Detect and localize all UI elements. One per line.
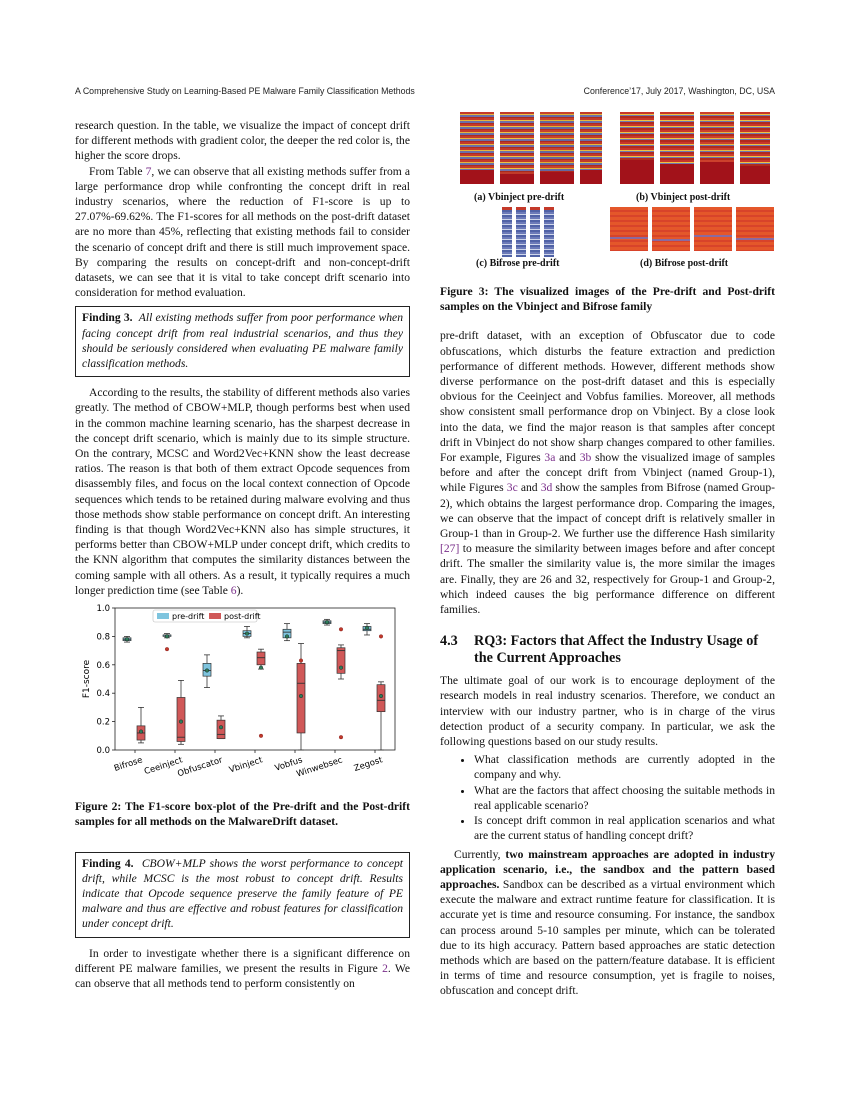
finding-label: Finding 4.: [82, 856, 134, 870]
x-tick-label: Vobfus: [273, 755, 304, 774]
text: pre-drift dataset, with an exception of Obfuscator due to code obfuscations, which disturbs the feature extraction and prediction performance of different methods. However, different methods show diverse performance on the post-drift dataset and this is especially obvious for the Ceeinject and Vobfus families. Moreover, all methods show consistent small performance drop on Vbinject. By a close look into the data, we find the major reason is that samples after concept drift in Vbinject do not show sharp changes compared to other families. For example, Figures: [440, 329, 775, 465]
box-post-drift: [217, 720, 225, 738]
figure-ref-link[interactable]: 3d: [540, 481, 553, 495]
mean-marker: [259, 666, 263, 670]
vbinject-pre-image: [460, 112, 494, 184]
table-ref-link[interactable]: 6: [230, 583, 237, 597]
subfigure-d-label: (d) Bifrose post-drift: [640, 258, 729, 269]
figure-2: [75, 604, 410, 789]
outlier-point: [339, 736, 343, 740]
outlier-point: [299, 659, 303, 663]
paragraph: [440, 847, 775, 999]
text: In order to investigate whether there is a significant difference on different PE malware families, we present the results in Figure: [75, 946, 410, 975]
figure-ref-link[interactable]: 3c: [506, 481, 518, 495]
outlier-point: [339, 628, 343, 632]
mean-marker: [299, 694, 303, 698]
legend-swatch: [157, 613, 169, 619]
vbinject-post-image: [700, 112, 734, 184]
question-list: [440, 752, 775, 843]
mean-marker: [165, 635, 169, 639]
mean-marker: [205, 669, 209, 673]
text: show the visualized image of samples before and after the concept drift from Vbinject (named Group-1), while Figures: [440, 451, 775, 495]
finding-label: Finding 3.: [82, 311, 133, 325]
vbinject-post-image: [740, 112, 770, 184]
vbinject-post-image: [620, 112, 654, 184]
text: . We can observe that all methods tend to perform consistently on: [75, 961, 411, 990]
table-ref-link[interactable]: 7: [145, 164, 152, 178]
bifrose-pre-image: [502, 207, 512, 257]
bifrose-pre-image: [530, 207, 540, 257]
figure-ref-link[interactable]: 3a: [544, 451, 556, 465]
right-column: [440, 108, 775, 999]
outlier-point: [165, 647, 169, 651]
paragraph: [75, 385, 410, 598]
text: to measure the similarity between images before and after concept drift. The smaller the similarity value is, the more similar the images are. Finally, they are 26 and 32, respectively for Group-1 and Group-2, which indeed causes the big performance difference on different families.: [440, 542, 775, 617]
subfigure-b-label: (b) Vbinject post-drift: [636, 192, 731, 203]
figure-2-caption: Figure 2: The F1-score box-plot of the Pre-drift and the Post-drift samples for all methods on the MalwareDrift dataset.: [75, 800, 410, 829]
figure-3: [440, 108, 775, 288]
y-tick-label: 1.0: [96, 604, 110, 615]
bifrose-pre-image: [544, 207, 554, 257]
bifrose-post-image: [694, 207, 732, 251]
figure-3-caption: Figure 3: The visualized images of the Pre-drift and Post-drift samples on the Vbinject and Bifrose family: [440, 285, 775, 314]
legend-label: post-drift: [224, 612, 261, 622]
finding-3-text: [82, 310, 403, 371]
conference-info: Conference’17, July 2017, Washington, DC, USA: [583, 86, 775, 96]
bifrose-pre-image: [516, 207, 526, 257]
vbinject-post-image: [660, 112, 694, 184]
finding-4-box: [75, 852, 410, 938]
mean-marker: [139, 730, 143, 734]
list-item: • What classification methods are currently adopted in the company and why.: [474, 752, 775, 782]
y-tick-label: 0.0: [96, 746, 110, 757]
text: According to the results, the stability of different methods also varies greatly. The method of CBOW+MLP, though performs best when used in the common machine learning scenario, has the sharpest decrease in the concept drift scenario, which is mainly due to its simple structure. On the contrary, MCSC and Word2Vec+KNN show the least decrease ratios. The reason is that both of them extract Opcode sequences from disassembly files, and focus on the local context connection of Opcode sequences which tends to be retained during malware evolving and thus those methods show stable performance on concept drift. An interesting finding is that though Word2Vec+KNN also has simple structures, it performs better than CBOW+MLP under concept drift, which credits to the KNN algorithm that computes the similarity distances between the coming sample with all others. As a result, it typically requires a much longer prediction time (see Table: [75, 386, 410, 597]
text: CBOW+MLP shows the worst performance to concept drift, while MCSC is the most robust to concept drift. Results indicate that Opcode sequence preserve the family feature of PE malware and thus are effective and robust features for classification under concept drift.: [82, 856, 403, 931]
mean-marker: [245, 632, 249, 636]
mean-marker: [285, 635, 289, 639]
x-tick-label: Obfuscator: [176, 755, 224, 780]
plot-frame: [115, 608, 395, 750]
y-axis-label: F1-score: [82, 659, 92, 699]
mean-marker: [179, 720, 183, 724]
paragraph: [75, 164, 410, 301]
box-post-drift: [177, 698, 185, 742]
subfigure-a-label: (a) Vbinject pre-drift: [474, 192, 565, 203]
running-title: A Comprehensive Study on Learning-Based PE Malware Family Classification Methods: [75, 86, 415, 96]
x-tick-label: Winwebsec: [295, 755, 344, 780]
text: Sandbox can be described as a virtual environment which execute the malware and extract runtime feature for classification. It is accurate yet is time and resource consuming. For instance, the sandbox can process around 5-10 samples per minute, which can be tolerated due to its high accuracy. Pattern based approaches are static detection methods which are based on the pattern/feature database. It is efficient in terms of time and resource consumption, yet is fragile to noises, obfuscation and concept drift.: [440, 877, 775, 998]
bifrose-post-image: [736, 207, 774, 251]
f1-boxplot: [75, 604, 410, 784]
bifrose-post-image: [652, 207, 690, 251]
list-item: • Is concept drift common in real application scenarios and what are the current status of handling concept drift?: [474, 813, 775, 843]
box-post-drift: [297, 663, 305, 733]
figure-ref-link[interactable]: 3b: [579, 451, 592, 465]
x-tick-label: Zegost: [352, 755, 384, 775]
text: and: [555, 451, 580, 465]
y-tick-label: 0.4: [96, 689, 110, 700]
text: ).: [236, 583, 244, 597]
paragraph: [75, 946, 410, 992]
mean-marker: [219, 726, 223, 730]
y-tick-label: 0.8: [96, 632, 110, 643]
text: Currently,: [454, 847, 506, 861]
mean-marker: [339, 666, 343, 670]
section-heading: [440, 633, 775, 667]
vbinject-pre-image: [540, 112, 574, 184]
text: All existing methods suffer from poor performance when facing concept drift from real industrial scenarios, and thus they should be seriously considered when evaluating PE malware family classification methods.: [82, 311, 403, 371]
paragraph: [440, 328, 775, 617]
mean-marker: [325, 620, 329, 624]
section-number: 4.3: [440, 633, 458, 650]
legend-label: pre-drift: [172, 612, 205, 622]
text: and: [517, 481, 541, 495]
list-item: • What are the factors that affect choosing the suitable methods in real applicable scenario?: [474, 783, 775, 813]
paragraph: research question. In the table, we visualize the impact of concept drift for different methods with gradient color, the deeper the red color is, the higher the score drops.: [75, 119, 410, 163]
vbinject-pre-image: [500, 112, 534, 184]
x-tick-label: Vbinject: [227, 755, 264, 776]
outlier-point: [379, 635, 383, 639]
vbinject-pre-image: [580, 112, 602, 184]
y-tick-label: 0.2: [96, 717, 110, 728]
text: , we can observe that all existing methods suffer from a large performance drop while confronting the concept drift in real industry scenarios, where the reduction of F1-score is up to 27.07%-69.62%. The F1-scores for all methods on the post-drift dataset are no more than 45%, reflecting that existing methods fail to consider the scenario of concept drift and there is still much improvement space. By comparing the results on concept-drift and non-concept-drift datasets, we can see that it is vital to take concept drift scenario into consideration for method evaluation.: [75, 164, 410, 300]
mean-marker: [379, 694, 383, 698]
page-header: [75, 86, 775, 100]
left-column: [75, 118, 410, 991]
text: show the samples from Bifrose (named Group-2), which obtains the largest performance drop. Comparing the images, we can observe that the impact of concept drift is relatively smaller in Group-1 than in Group-2. We further use the difference Hash similarity: [440, 481, 775, 541]
finding-4-text: [82, 856, 403, 932]
subfigure-c-label: (c) Bifrose pre-drift: [476, 258, 560, 269]
paragraph: The ultimate goal of our work is to encourage deployment of the research models in real industry scenarios. Therefore, we conduct an interview with our industry partner, who is in charge of the virus detection product of a security company. In particular, we ask the following questions based on our study results.: [440, 674, 775, 749]
figure-ref-link[interactable]: 2: [382, 961, 388, 975]
finding-3-box: [75, 306, 410, 377]
bold-text: two mainstream approaches are adopted in industry application scenario, i.e., the sandbox and the pattern based approaches.: [440, 847, 775, 891]
outlier-point: [259, 734, 263, 738]
text: From Table: [89, 164, 146, 178]
box-post-drift: [257, 652, 265, 665]
x-tick-label: Ceeinject: [143, 755, 184, 778]
y-tick-label: 0.6: [96, 660, 110, 671]
mean-marker: [125, 638, 129, 642]
citation-link[interactable]: [27]: [440, 542, 460, 556]
mean-marker: [365, 626, 369, 630]
bifrose-post-image: [610, 207, 648, 251]
legend-swatch: [209, 613, 221, 619]
box-post-drift: [377, 685, 385, 712]
x-tick-label: Bifrose: [112, 755, 144, 775]
section-title: RQ3: Factors that Affect the Industry Usage of the Current Approaches: [474, 633, 759, 667]
